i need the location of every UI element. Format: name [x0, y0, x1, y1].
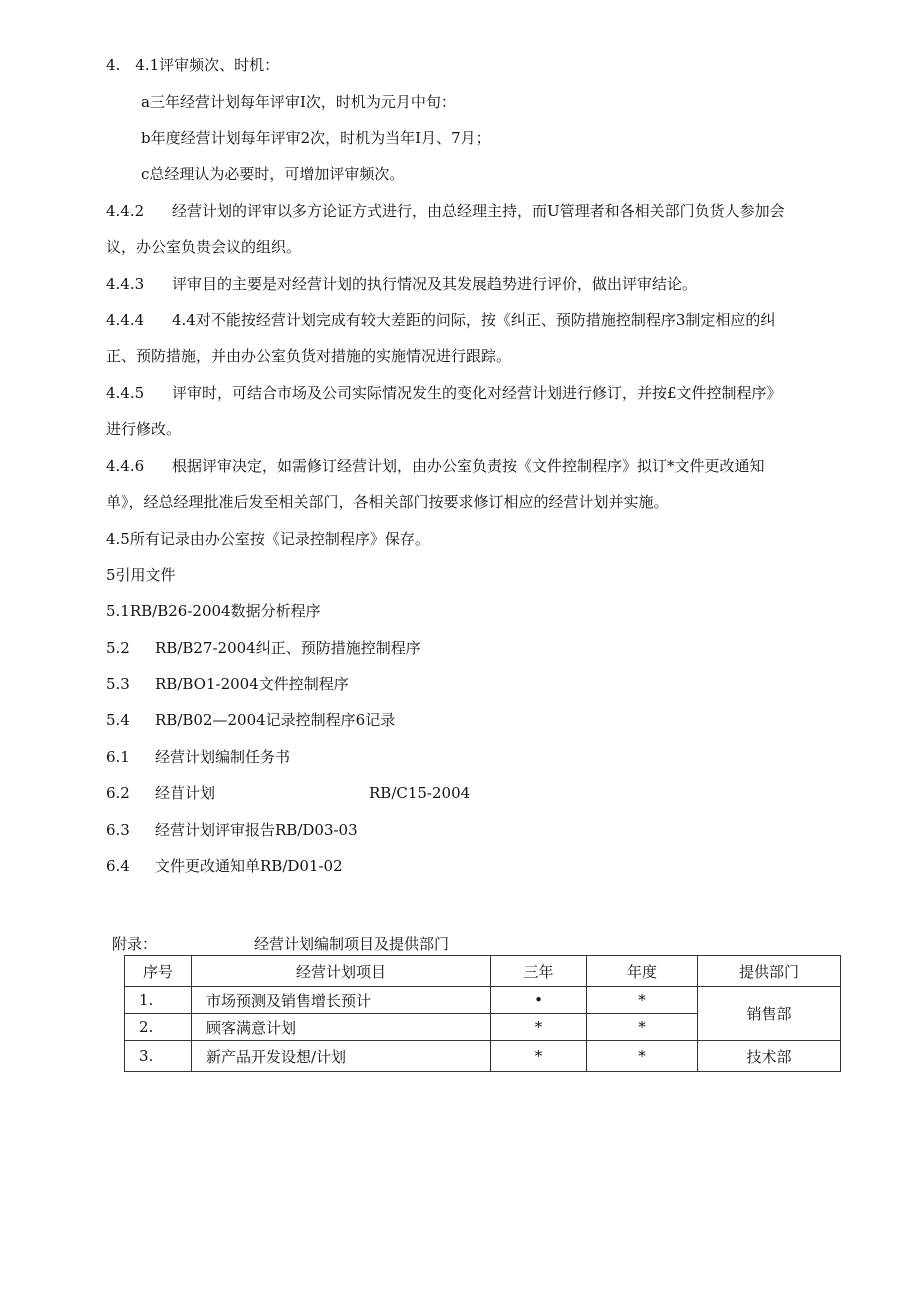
para-number: 4.4.3: [106, 275, 145, 293]
table-header-row: [125, 956, 841, 987]
para-item-b: b年度经营计划每年评审2次，时机为当年I月、7月；: [141, 129, 491, 147]
header-no: 序号: [125, 956, 192, 987]
para-text: 进行修改。: [106, 420, 182, 438]
para-text: RB/B02—2004记录控制程序6记录: [155, 711, 396, 729]
para-text: 经营计划的评审以多方论证方式进行，由总经理主持，而U管理者和各相关部门负货人参加会: [172, 202, 785, 220]
cell-item: 新产品开发设想/计划: [192, 1041, 491, 1072]
para-text: 正、预防措施，并由办公室负货对措施的实施情况进行跟踪。: [106, 347, 512, 365]
appendix-table: [124, 955, 841, 1072]
cell-annual: *: [587, 1041, 698, 1072]
header-annual: 年度: [587, 956, 698, 987]
para-number: 4.4.5: [106, 384, 145, 402]
cell-three-year: •: [491, 987, 587, 1014]
table-row: [125, 1041, 841, 1072]
para-number: 5.4: [106, 711, 130, 729]
para-number: 5.2: [106, 639, 130, 657]
para-number: 4.4.2: [106, 202, 145, 220]
cell-item: 顾客满意计划: [192, 1014, 491, 1041]
cell-dept: 技术部: [698, 1041, 841, 1072]
para-text: 评审目的主要是对经营计划的执行情况及其发展趋势进行评价，做出评审结论。: [172, 275, 698, 293]
para-text: RB/B27-2004纠正、预防措施控制程序: [155, 639, 421, 657]
header-dept: 提供部门: [698, 956, 841, 987]
para-text: 根据评审决定，如需修订经营计划，由办公室负责按《文件控制程序》拟订*文件更改通知: [172, 457, 765, 475]
header-item: 经营计划项目: [192, 956, 491, 987]
para-5-1: 5.1RB/B26-2004数据分析程序: [106, 602, 321, 620]
section-5-heading: 5引用文件: [106, 566, 176, 584]
doc-code: RB/C15-2004: [369, 784, 471, 802]
para-number: 6.2: [106, 784, 130, 802]
para-text: 经苜计划: [155, 784, 216, 802]
para-number: 4.4.4: [106, 311, 145, 329]
table-row: [125, 987, 841, 1014]
para-4-5: 4.5所有记录由办公室按《记录控制程序》保存。: [106, 530, 430, 548]
cell-three-year: *: [491, 1014, 587, 1041]
para-text: 文件更改通知单RB/D01-02: [155, 857, 343, 875]
cell-no: 2.: [125, 1014, 192, 1041]
cell-no: 1.: [125, 987, 192, 1014]
para-item-c: c总经理认为必要时，可增加评审频次。: [141, 165, 405, 183]
para-text: 评审时，可结合市场及公司实际情况发生的变化对经营计划进行修订，并按£文件控制程序》: [172, 384, 782, 402]
para-number: 5.3: [106, 675, 130, 693]
cell-dept: 销售部: [698, 987, 841, 1041]
para-text: 4.4对不能按经营计划完成有较大差距的问际，按《纠正、预防措施控制程序3制定相应的纠: [172, 311, 776, 329]
cell-annual: *: [587, 987, 698, 1014]
para-text: RB/BO1-2004文件控制程序: [155, 675, 349, 693]
para-text: 经营计划评审报告RB/D03-03: [155, 821, 358, 839]
para-text: 议，办公室负贵会议的组织。: [106, 238, 302, 256]
appendix-title: 经营计划编制项目及提供部门: [254, 935, 450, 953]
para-number: 6.3: [106, 821, 130, 839]
header-three-year: 三年: [491, 956, 587, 987]
cell-no: 3.: [125, 1041, 192, 1072]
para-number: 6.1: [106, 748, 130, 766]
appendix-label: 附录：: [112, 935, 158, 953]
para-text: 经营计划编制任务书: [155, 748, 291, 766]
cell-three-year: *: [491, 1041, 587, 1072]
para-text: 单》，经总经理批准后发至相关部门，各相关部门按要求修订相应的经营计划并实施。: [106, 493, 669, 511]
cell-item: 市场预测及销售增长预计: [192, 987, 491, 1014]
para-4-4-1: 4. 4.1评审频次、时机：: [106, 56, 280, 74]
para-item-a: a三年经营计划每年评审I次，时机为元月中旬：: [141, 93, 456, 111]
cell-annual: *: [587, 1014, 698, 1041]
para-number: 4.4.6: [106, 457, 145, 475]
para-number: 6.4: [106, 857, 130, 875]
